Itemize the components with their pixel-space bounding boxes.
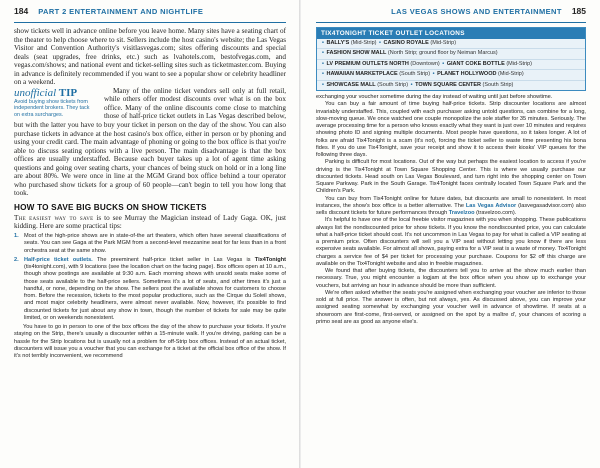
right-paragraph-6: We found that after buying tickets, the discounters tell you to arrive at the show much earlier than necessary. True, you might encounter a logjam at the box office when you show up to exchange your vouchers, but arriving an hour in advance should be more than sufficient.	[316, 268, 586, 289]
tip-title	[14, 87, 96, 99]
outlet-location: (Downtown)	[410, 60, 440, 67]
left-paragraph-3: You have to go in person to one of the box offices the day of the show to purchase your tickets. If you're staying on the Strip, there's usually a discounter within a 15-minute walk. If you're driving, parking can be a hassle for the Strip locations but is usually not a problem for off-Strip box offices. Instead of an actual ticket, discounters will issue you a voucher that you can exchange for a ticket at the official box office of the show. If it's not terribly inconvenient, we recommend	[14, 324, 286, 360]
outlet-row	[317, 69, 585, 79]
section-intro: is to see Murray the Magician instead of Lady Gaga. OK, just kidding. Here are some practical tips:	[14, 213, 286, 231]
right-page-header	[316, 0, 586, 23]
tip-item-text: The preeminent half-price ticket seller in Las Vegas is	[92, 256, 255, 263]
right-page-body	[316, 27, 586, 326]
bullet-icon: •	[322, 60, 324, 67]
bullet-icon: •	[410, 81, 413, 88]
right-paragraph-4-c: (travelzoo.com).	[474, 210, 517, 217]
tip-item-2	[14, 257, 286, 322]
tip-title-official: official	[25, 86, 57, 99]
tip-title-un: un	[14, 86, 25, 99]
savings-tips-list	[14, 233, 286, 322]
outlet-location: (Mid-Strip)	[498, 71, 524, 78]
right-paragraph-7: We're often asked whether the seats you're assigned when exchanging your voucher are inferior to those sold at full price. The answer is often, but not always, yes. As discussed above, you can improve your assigned seating somewhat by exchanging your voucher well in advance of showtime. If seats at a showroom are first-come, first-served, or assigned on the spot by a maître d', your chances of scoring a primo seat are as good as anyone else's.	[316, 289, 586, 325]
bullet-icon: •	[322, 71, 324, 78]
right-paragraph-4	[316, 196, 586, 218]
section-heading: HOW TO SAVE BIG BUCKS ON SHOW TICKETS	[14, 202, 207, 212]
left-page-header	[14, 0, 286, 23]
las-vegas-advisor-name: Las Vegas Advisor	[465, 202, 517, 209]
left-paragraph-2: Many of the online ticket vendors sell only at full retail, while others offer modest discounts over what is on the box office. Many of the online discounts come close to matching those of half-price ticket outlets in Las Vegas described below, but with the latter you have to buy your ticket in person on the day of the show. You can also purchase tickets in advance at the host casino's box office, either in person or by phoning and using your credit card. The main advantage of phoning or going to the box office is that you're able to discuss seating options with a live person. The main disadvantage is that the box offices are usually understaffed. Because each buyer takes up a lot of agent time asking questions and going over seating charts, your chances of being stuck on hold or in a long line are about 80%. We were once in line at the MGM Grand box office behind a tour operator who purchased show tickets for a group of 60 people—can't begin to tell you how long that took.	[14, 86, 286, 198]
tip-title-tip: TIP	[58, 86, 78, 99]
right-paragraph-5: It's helpful to have one of the local freebie visitor magazines with you when shopping. These publications always list the nondiscounted price for show tickets. If you know the nondiscounted price, you can calculate what a half-price ticket should cost. It's not uncommon in Las Vegas to pay for what is called a VIP seating at a premium price. Often discounters will sell you a VIP seat without letting you know if there are less expensive seats available. For almost all shows, paying extra for a VIP seat is a waste of money. Tix4Tonight charges a service fee of $4 per ticket for processing your purchase. Coupons for $2 off this charge are available on the Tix4Tonight website and also in freebie magazines.	[316, 217, 586, 267]
tip-item-1	[14, 233, 286, 255]
travelzoo-name: Travelzoo	[448, 210, 475, 217]
outlet-location: (South Strip)	[482, 81, 514, 88]
tip-item-bold-2: Tix4Tonight	[254, 256, 286, 263]
section-lead: The easiest way to save	[14, 213, 94, 222]
outlet-name: TOWN SQUARE CENTER	[415, 81, 481, 88]
unofficial-tip	[14, 87, 96, 119]
bullet-icon: •	[322, 81, 324, 88]
right-paragraph-3: Parking is difficult for most locations. Out of the way but perhaps the easiest location to access if you're driving is the Tix4Tonight at Town Square Shopping Center. This is where we usually purchase our discounted tickets. Head south on Las Vegas Boulevard, and turn right into the shopping center on Town Square Parkway. Park in the South Garage. Tix4Tonight faces centrally located Town Square Park and the Children's Park.	[316, 159, 586, 195]
right-paragraph-4-b: (lasvegasadvisor.com) also sells discount tickets for future performances through	[316, 202, 586, 217]
bullet-icon: •	[322, 40, 324, 46]
outlet-box-title: TIX4TONIGHT TICKET OUTLET LOCATIONS	[317, 28, 585, 39]
outlet-location: (South Strip)	[399, 71, 431, 78]
bullet-icon: •	[379, 40, 381, 46]
outlet-row	[317, 48, 585, 58]
outlet-row	[317, 39, 585, 48]
outlet-location: (Mid-Strip)	[506, 60, 533, 67]
outlet-name: GIANT COKE BOTTLE	[446, 60, 505, 67]
right-paragraph-4-a: You can buy from Tix4Tonight online for future dates, but discounts are small to nonexistent. In most instances, the show's box office is a better alternative. The	[316, 195, 586, 209]
outlet-locations-box	[316, 27, 586, 91]
tip-wrap-area	[14, 87, 286, 198]
tip-item-text-2: (tix4tonight.com), with 9 locations (see the location chart on the facing page). Box offices open at 10 a.m., though show postings are available at 9:30 a.m. Each morning shows with unsold seats make some of those seats available to the half-price sellers. Sometimes it's a lot of seats, and other times it's just a handful, or none, depending on the show. The sellers post the available shows for customers to choose from. Before the recession, tickets to the most popular productions, such as the Cirque du Soleil shows, and most major celebrity headliners, were almost never available. Now, however, it's possible to find discounted tickets for just about any show in town, though the number of tickets for sale may be quite limited, or on weekends nonexistent.	[24, 264, 286, 321]
outlet-name: CASINO ROYALE	[383, 40, 429, 46]
tip-item-number: 2.	[14, 256, 19, 263]
left-paragraph-1: show tickets well in advance online before you leave home. Many sites have a seating chart of the theater to help choose where to sit. Sellers include the host casino's website; the Las Vegas Visitor and Convention Authority's visitlasvegas.com; sites offering discounts and special deals (seat upgrades, free drinks, etc.) such as lvahotels.com, bestofvegas.com, and vegas.com/shows; and national event and ticket-selling sites such as ticketmaster.com. Buying in advance is definitely recommended if you want to see a popular show or celebrity headliner on a weekend.	[14, 27, 286, 87]
outlet-name: HAWAIIAN MARKETPLACE	[326, 71, 398, 78]
bullet-icon: •	[442, 60, 445, 67]
bullet-icon: •	[322, 50, 324, 57]
outlet-box-rows	[317, 39, 585, 90]
right-paragraph-2: You can buy a fair amount of time buying half-price tickets. Strip discounter locations are almost invariably understaffed. This, coupled with each purchaser asking untold questions, can combine for a long, slow-moving queue. We once watched one couple monopolize the sole staffer for 35 minutes. Seriously. The average processing time for a person who knows exactly what they want is just over 10 minutes and requires showing photo ID and signing multiple documents. Most people have questions, so it takes longer. A lot of folks are afraid Tix4Tonight is a scam (it's not), forcing the ticket seller to waste time presenting his bona fides. If you do use Tix4Tonight, save your receipt and show it to access their kiosks' VIP queues for the following three days.	[316, 101, 586, 159]
outlet-name: LV PREMIUM OUTLETS NORTH	[326, 60, 409, 67]
tip-item-bold: Half-price ticket outlets.	[24, 256, 93, 263]
tip-item-number: 1.	[14, 233, 19, 240]
left-page-number: 184	[14, 6, 29, 16]
right-running-head: LAS VEGAS SHOWS AND ENTERTAINMENT	[391, 6, 562, 16]
outlet-location: (Mid-Strip)	[350, 40, 377, 46]
outlet-name: FASHION SHOW MALL	[326, 50, 387, 57]
left-running-head: PART 2 ENTERTAINMENT AND NIGHTLIFE	[38, 6, 204, 16]
left-page-body	[14, 27, 286, 360]
bullet-icon: •	[432, 71, 435, 78]
outlet-name: PLANET HOLLYWOOD	[437, 71, 497, 78]
outlet-location: (South Strip)	[377, 81, 409, 88]
outlet-name: BALLY'S	[326, 40, 350, 46]
outlet-location: (Mid-Strip)	[430, 40, 457, 46]
outlet-row	[317, 80, 585, 90]
tip-text: Avoid buying show tickets from independent brokers. They tack on extra surcharges.	[14, 98, 90, 119]
tip-item-text: Most of the high-price shows are in state-of-the art theaters, which often have several classifications of seats. You can see Gaga at the Park MGM from a second-level mezzanine seat for far less than in a front orchestra seat at the same show.	[24, 233, 286, 254]
right-page-number: 185	[571, 6, 586, 16]
outlet-row	[317, 59, 585, 69]
outlet-name: SHOWCASE MALL	[326, 81, 376, 88]
right-paragraph-1: exchanging your voucher sometime during the day instead of waiting until just before showtime.	[316, 94, 553, 101]
outlet-location: (North Strip; ground floor by Neiman Marcus)	[387, 50, 498, 57]
